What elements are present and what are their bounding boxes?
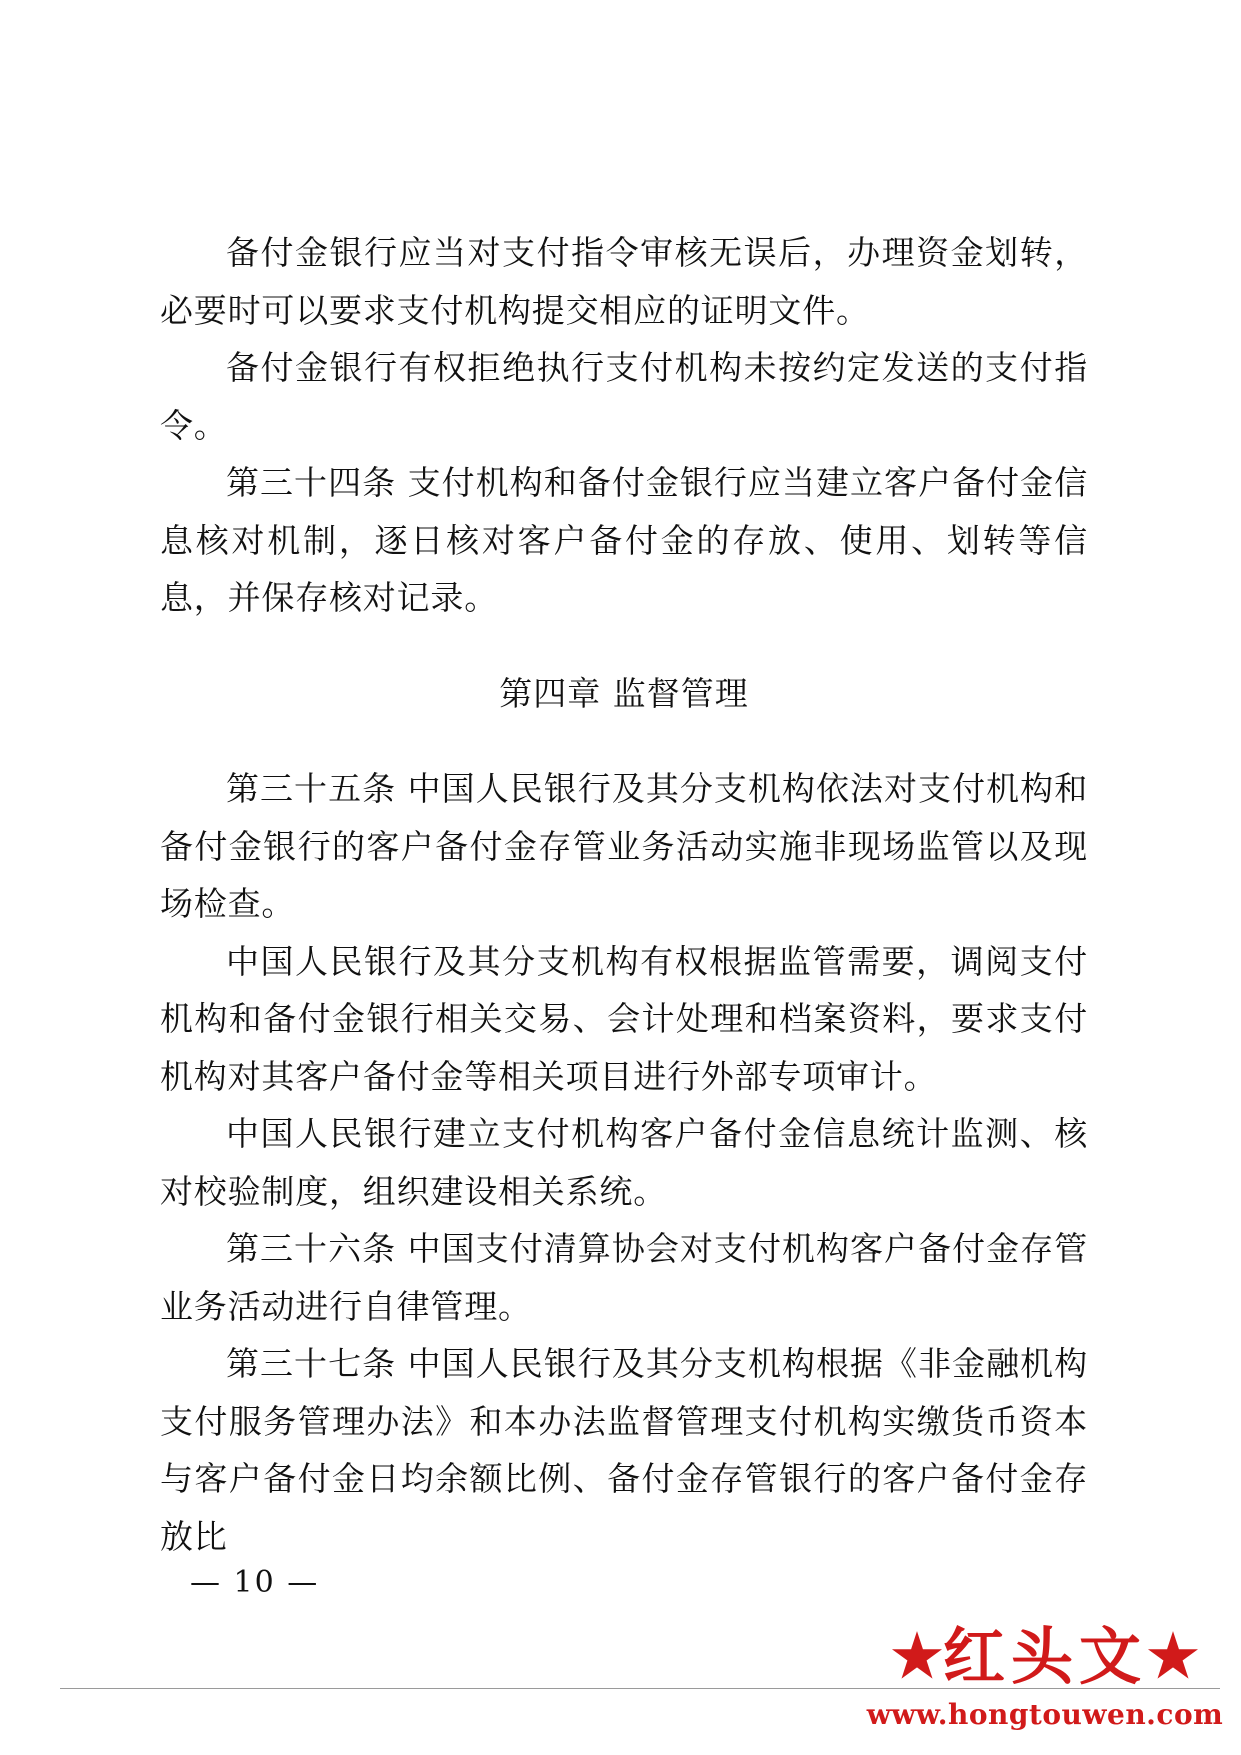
watermark-url: www.hongtouwen.com (866, 1698, 1224, 1731)
watermark-text: 红头文 (942, 1620, 1147, 1693)
paragraph: 备付金银行有权拒绝执行支付机构未按约定发送的支付指令。 (160, 348, 1088, 445)
page-number: — 10 — (190, 1565, 320, 1600)
chapter-title: 第四章 监督管理 (499, 673, 749, 713)
star-icon: ★ (1147, 1622, 1199, 1690)
paragraph: 第三十七条 中国人民银行及其分支机构根据《非金融机构支付服务管理办法》和本办法监督管理支付机构实缴货币资本与客户备付金日均余额比例、备付金存管银行的客户备付金存放比 (160, 1344, 1088, 1556)
paragraph: 第三十六条 中国支付清算协会对支付机构客户备付金存管业务活动进行自律管理。 (160, 1229, 1088, 1326)
body-text (160, 224, 1088, 1565)
watermark-title (860, 1618, 1230, 1695)
watermark-logo (860, 1618, 1230, 1748)
paragraph: 备付金银行应当对支付指令审核无误后，办理资金划转，必要时可以要求支付机构提交相应的证明文件。 (160, 233, 1088, 330)
paragraph: 第三十五条 中国人民银行及其分支机构依法对支付机构和备付金银行的客户备付金存管业务活动实施非现场监管以及现场检查。 (160, 769, 1088, 923)
star-icon: ★ (890, 1622, 943, 1690)
paragraph: 第三十四条 支付机构和备付金银行应当建立客户备付金信息核对机制，逐日核对客户备付金的存放、使用、划转等信息，并保存核对记录。 (160, 463, 1088, 617)
paragraph: 中国人民银行及其分支机构有权根据监管需要，调阅支付机构和备付金银行相关交易、会计处理和档案资料，要求支付机构对其客户备付金等相关项目进行外部专项审计。 (160, 941, 1088, 1096)
paragraph: 中国人民银行建立支付机构客户备付金信息统计监测、核对校验制度，组织建设相关系统。 (160, 1114, 1088, 1211)
